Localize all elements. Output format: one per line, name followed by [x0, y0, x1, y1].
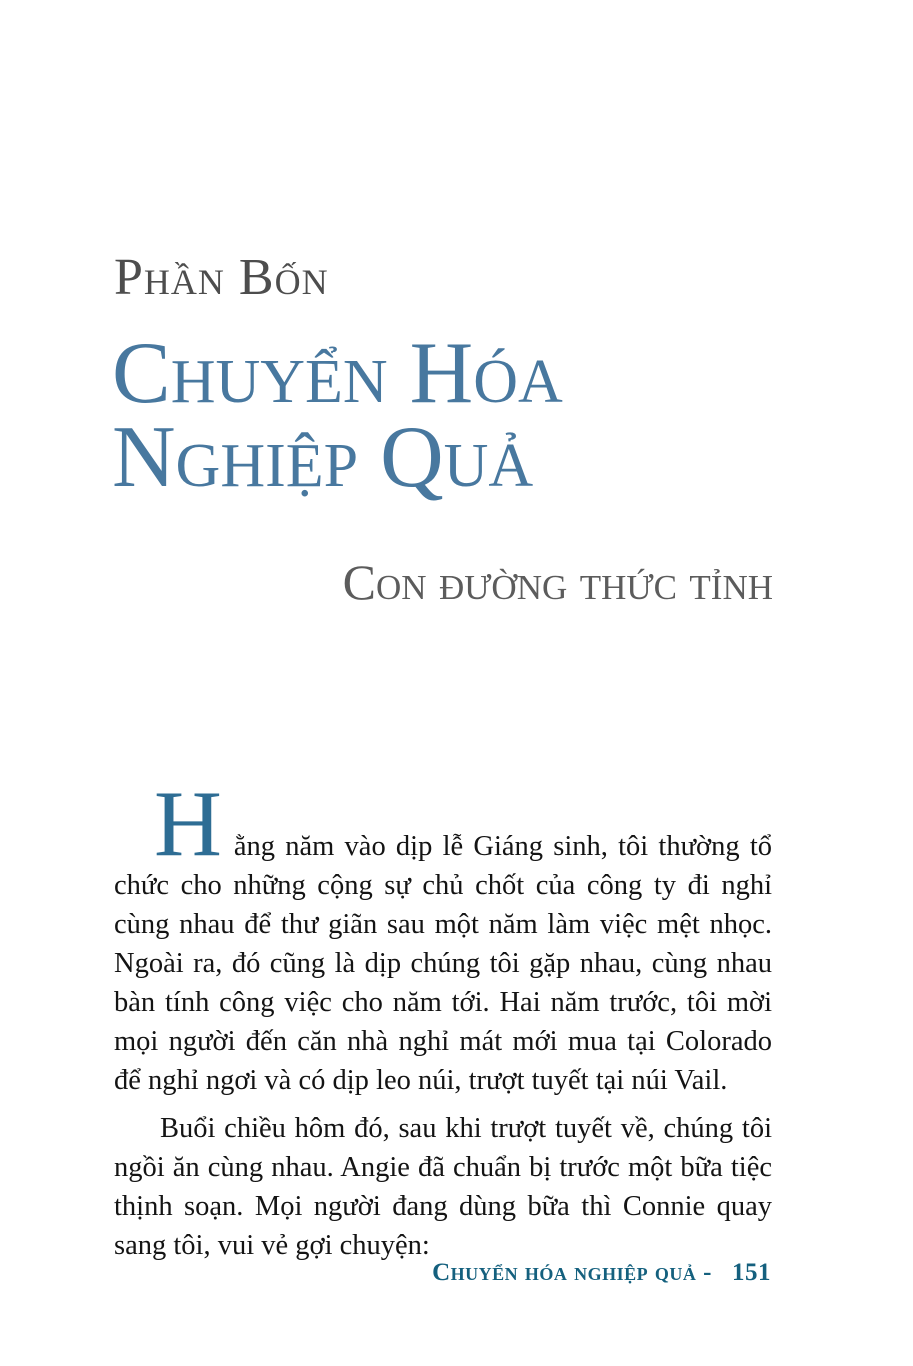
chapter-title-line-2: Nghiệp Quả [112, 409, 534, 506]
chapter-title [112, 325, 563, 506]
chapter-subtitle: Con đường thức tỉnh [342, 554, 773, 610]
page-footer [432, 1256, 771, 1290]
chapter-title-line-1: Chuyển Hóa [112, 325, 563, 422]
raised-cap-letter: H [154, 772, 222, 876]
footer-page-number: 151 [732, 1259, 771, 1286]
paragraph-2: Buổi chiều hôm đó, sau khi trượt tuyết về, chúng tôi ngồi ăn cùng nhau. Angie đã chuẩn bị trước một bữa tiệc thịnh soạn. Mọi người đang dùng bữa thì Connie quay sang tôi, vui vẻ gợi chuyện: [114, 1113, 772, 1261]
paragraph-1 [114, 772, 772, 1100]
footer-running-title: Chuyển hóa nghiệp quả - [432, 1259, 712, 1286]
body-text [114, 772, 772, 1265]
part-label: Phần Bốn [114, 249, 329, 306]
paragraph-1-text: ằng năm vào dịp lễ Giáng sinh, tôi thường tổ chức cho những cộng sự chủ chốt của công ty đi nghỉ cùng nhau để thư giãn sau một năm làm việc mệt nhọc. Ngoài ra, đó cũng là dịp chúng tôi gặp nhau, cùng nhau bàn tính công việc cho năm tới. Hai năm trước, tôi mời mọi người đến căn nhà nghỉ mát mới mua tại Colorado để nghỉ ngơi và có dịp leo núi, trượt tuyết tại núi Vail. [114, 831, 772, 1096]
